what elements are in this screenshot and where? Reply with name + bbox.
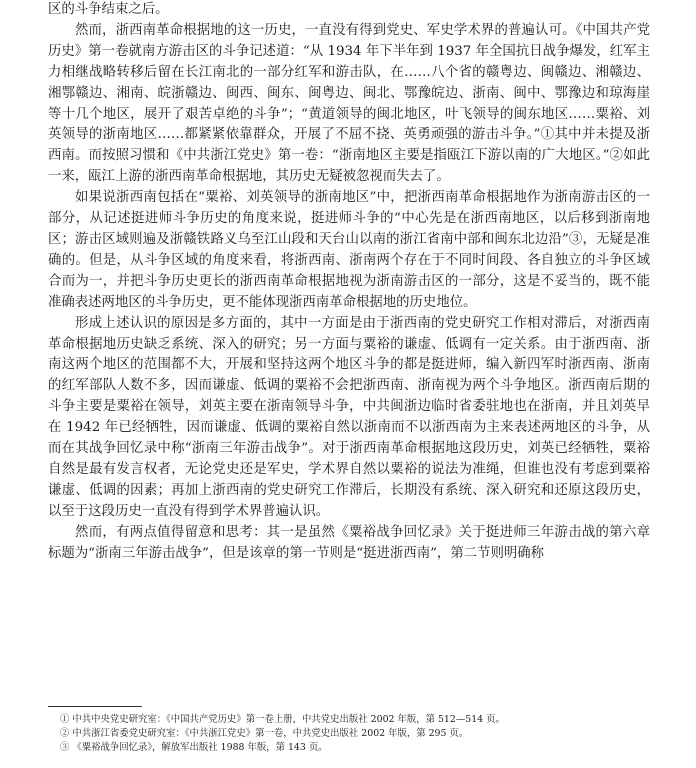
footnote-divider: [48, 706, 142, 707]
body-text: [48, 0, 650, 564]
paragraph: 如果说浙西南包括在“粟裕、刘英领导的浙南地区”中，把浙西南革命根据地作为浙南游击区的一部分，从记述挺进师斗争历史的角度来说，挺进师斗争的“中心先是在浙西南地区，以后移到浙南地区；游击区域则遍及浙赣铁路义乌至江山段和天台山以南的浙江省南中部和闽东北边沿”③，无疑是准确的。但是，从斗争区域的角度来看，将浙西南、浙南两个存在于不同时间段、各自独立的斗争区域合而为一，并把斗争历史更长的浙西南革命根据地视为浙南游击区的一部分，这是不妥当的，既不能准确表述两地区的斗争历史，更不能体现浙西南革命根据地的历史地位。: [48, 190, 650, 310]
footnote: ② 中共浙江省委党史研究室：《中共浙江党史》第一卷，中共党史出版社 2002 年版，第 295 页。: [60, 728, 469, 739]
paragraph-continuation: 区的斗争结束之后。: [48, 2, 169, 17]
footnote: ③ 《粟裕战争回忆录》，解放军出版社 1988 年版，第 143 页。: [60, 742, 328, 753]
paragraph: 然而，有两点值得留意和思考：其一是虽然《粟裕战争回忆录》关于挺进师三年游击战的第六章标题为“浙南三年游击战争”，但是该章的第一节则是“挺进浙西南”，第二节则明确称: [48, 524, 650, 561]
paragraph: 形成上述认识的原因是多方面的，其中一方面是由于浙西南的党史研究工作相对滞后，对浙西南革命根据地历史缺乏系统、深入的研究；另一方面与粟裕的谦虚、低调有一定关系。由于浙西南、浙南这两个地区的范围都不大，开展和坚持这两个地区斗争的都是挺进师，编入新四军时浙西南、浙南的红军部队人数不多，因而谦虚、低调的粟裕不会把浙西南、浙南视为两个斗争地区。浙西南后期的斗争主要是粟裕在领导，刘英主要在浙南领导斗争，中共闽浙边临时省委驻地也在浙南，并且刘英早在 1942 年已经牺牲，因而谦虚、低调的粟裕自然以浙南而不以浙西南为主来表述两地区的斗争，从而在其战争回忆录中称“浙南三年游击战争”。对于浙西南革命根据地这段历史，刘英已经牺牲，粟裕自然是最有发言权者，无论党史还是军史，学术界自然以粟裕的说法为准绳，但谁也没有考虑到粟裕谦虚、低调的因素；再加上浙西南的党史研究工作滞后，长期没有系统、深入研究和还原这段历史，以至于这段历史一直没有得到学术界普遍认识。: [48, 315, 650, 519]
footnotes: [48, 706, 650, 755]
footnote: ① 中共中央党史研究室：《中国共产党历史》第一卷上册，中共党史出版社 2002 年版，第 512—514 页。: [60, 714, 505, 725]
page-body: [48, 0, 650, 564]
paragraph: 然而，浙西南革命根据地的这一历史，一直没有得到党史、军史学术界的普遍认可。《中国共产党历史》第一卷就南方游击区的斗争记述道：“从 1934 年下半年到 1937 年全国抗日战争爆发，红军主力相继战略转移后留在长江南北的一部分红军和游击队，在……八个省的赣粤边、闽赣边、湘赣边、湘鄂赣边、湘南、皖浙赣边、闽西、闽东、闽粤边、闽北、鄂豫皖边、浙南、闽中、鄂豫边和琼海崖等十几个地区，展开了艰苦卓绝的斗争”；“黄道领导的闽北地区，叶飞领导的闽东地区……粟裕、刘英领导的浙南地区……都紧紧依靠群众，开展了不屈不挠、英勇顽强的游击斗争。”①其中并未提及浙西南。而按照习惯和《中共浙江党史》第一卷：“浙南地区主要是指瓯江下游以南的广大地区。”②如此一来，瓯江上游的浙西南革命根据地，其历史无疑被忽视而失去了。: [48, 22, 650, 185]
